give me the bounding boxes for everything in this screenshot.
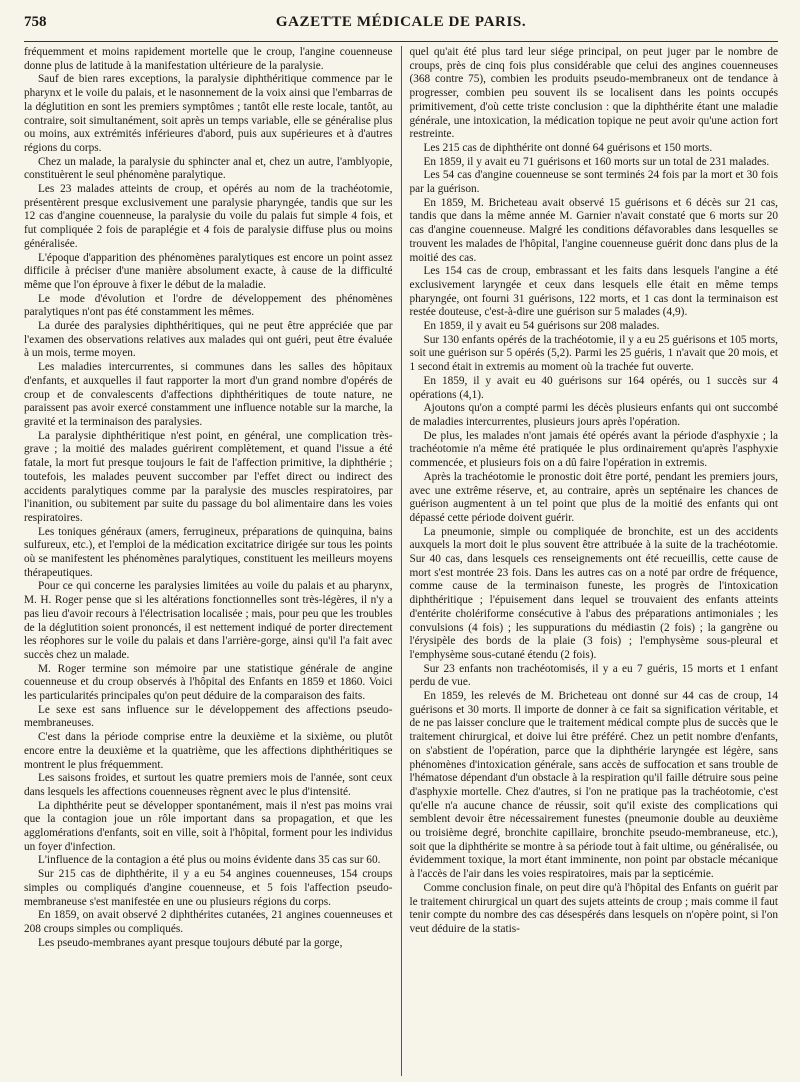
page-header — [24, 14, 778, 38]
paragraph: fréquemment et moins rapidement mortelle que le croup, l'angine couenneuse donne plus de latitude à la manifestation ultérieure de la paralysie. — [24, 46, 393, 72]
paragraph: En 1859, il y avait eu 71 guérisons et 160 morts sur un total de 231 malades. — [423, 155, 770, 168]
paragraph: La pneumonie, simple ou compliquée de bronchite, est un des accidents auxquels la mort doit le plus souvent être attribuée à la suite de la trachéotomie. Sur 40 cas, dans lesquels ces renseignements ont été recueillis, cette cause de mort s'est montrée 23 fois. Dans les autres cas on a noté par ordre de fréquence, comme cause de la terminaison funeste, les progrès de l'intoxication diphthéritique ; l'épuisement dans lequel se trouvaient des enfants atteints d'entérite cholériforme consécutive à l'abus des préparations antimoniales ; les convulsions (4 fois) ; les suppurations du médiastin (2 fois) ; la gangrène ou l'érysipèle des bords de la plaie (3 fois) ; l'emphysème sous-pleural et l'emphysème sous-cutané étendu (2 fois). — [409, 525, 778, 661]
paragraph: Après la trachéotomie le pronostic doit être porté, pendant les premiers jours, avec une extrême réserve, et, au contraire, après un septénaire les chances de guérison augmentent à un tel point que plus de la moitié des enfants qui ont dépassé cette période doivent guérir. — [409, 470, 778, 524]
paragraph: L'époque d'apparition des phénomènes paralytiques est encore un point assez difficile à préciser d'une manière absolument exacte, à cause de la difficulté même que l'on éprouve à fixer le début de la maladie. — [24, 251, 393, 291]
paragraph: De plus, les malades n'ont jamais été opérés avant la période d'asphyxie ; la trachéotomie n'a même été pratiquée le plus ordinairement qu'après l'asphyxie commencée, et plusieurs fois on a dû faire l'opération in extremis. — [409, 429, 778, 470]
paragraph: En 1859, on avait observé 2 diphthérites cutanées, 21 angines couenneuses et 208 croups simples ou compliqués. — [24, 909, 393, 935]
paragraph: Les maladies intercurrentes, si communes dans les salles des hôpitaux d'enfants, et auxquelles il faut rapporter la mort d'un grand nombre d'opérés de croup et de convalescents d'affections diphthéritiques de toute nature, ne paraissent pas avoir exercé constamment une influence notable sur la marche, la gravité et la terminaison des paralysies. — [24, 361, 393, 428]
page-number: 758 — [24, 14, 47, 30]
paragraph: Le sexe est sans influence sur le développement des affections pseudo-membraneuses. — [24, 703, 393, 730]
paragraph: La durée des paralysies diphthéritiques, qui ne peut être appréciée que par l'examen des observations relatives aux malades qui ont guéri, peut être évaluée à un mois, terme moyen. — [24, 320, 393, 360]
paragraph: quel qu'ait été plus tard leur siége principal, on peut juger par le nombre de croups, près de cinq fois plus considérable que celui des angines couenneuses (368 contre 75), combien les produits pseudo-membraneux ont de tendance à progresser, combien peu souvent ils se localisent dans les points occupés primitivement, d'où cette triste conclusion : que la diphthérite étant une maladie générale, une intoxication, la médication topique ne peut avoir qu'une action fort restreinte. — [409, 46, 778, 141]
paragraph: En 1859, M. Bricheteau avait observé 15 guérisons et 6 décès sur 21 cas, tandis que dans la même année M. Garnier n'avait constaté que 6 morts sur 20 cas d'angine couenneuse. Malgré les conditions défavorables dans lesquelles se trouvent les malades de l'hôpital, l'angine couenneuse guérit donc dans plus de la moitié des cas. — [409, 196, 778, 264]
paragraph: Sur 215 cas de diphthérite, il y a eu 54 angines couenneuses, 154 croups simples ou compliqués d'angine couenneuse, et 5 fois l'affection pseudo-membraneuse s'est manifestée en une ou plusieurs régions du corps. — [24, 868, 393, 908]
header-rule — [24, 41, 778, 42]
paragraph: L'influence de la contagion a été plus ou moins évidente dans 35 cas sur 60. — [38, 854, 381, 867]
paragraph: Les pseudo-membranes ayant presque toujours débuté par la gorge, — [38, 936, 343, 949]
paragraph: Sur 23 enfants non trachéotomisés, il y a eu 7 guéris, 15 morts et 1 enfant perdu de vue. — [409, 662, 778, 689]
paragraph: Les 54 cas d'angine couenneuse se sont terminés 24 fois par la mort et 30 fois par la guérison. — [409, 169, 778, 196]
paragraph: Le mode d'évolution et l'ordre de développement des phénomènes paralytiques n'ont pas été constamment les mêmes. — [24, 292, 393, 319]
journal-title: GAZETTE MÉDICALE DE PARIS. — [275, 14, 527, 30]
paragraph: La diphthérite peut se développer spontanément, mais il n'est pas moins vrai que la contagion joue un rôle important dans sa propagation, et que les agglomérations d'enfants, soit en ville, soit à l'hôpital, forment pour les individus un foyer d'infection. — [24, 799, 393, 853]
paragraph: En 1859, les relevés de M. Bricheteau ont donné sur 44 cas de croup, 14 guérisons et 30 morts. Il importe de donner à ce fait sa signification véritable, et de ne pas laisser conclure que le traitement médical compte plus de succès que le traitement chirurgical, et doive lui être préféré. Chez un petit nombre d'enfants, on s'abstient de l'opération, parce que la diphthérie laryngée est légère, sans phénomènes d'intoxication générale, sans accès de suffocation et sans trouble de l'hématose dépendant d'un obstacle à la respiration qu'il faille détruire sous peine d'asphyxie mortelle. Chez d'autres, si l'on ne pratique pas la trachéotomie, c'est qu'elle n'a aucune chance de réussir, soit qu'il existe des complications qui semblent devoir être nécessairement funestes (pneumonie double au deuxième ou troisième degré, bronchite capillaire, bronchite pseudo-membraneuse, etc.), soit que la diphthérite se montre à sa période tout à fait ultime, ou généralisée, ou évidemment toxique, la mort étant imminente, non point par obstacle mécanique à l'accès de l'air dans les voies respiratoires, mais par la septicémie. — [409, 690, 778, 881]
paragraph: C'est dans la période comprise entre la deuxième et la sixième, ou plutôt encore entre la deuxième et la quatrième, que les affections diphthéritiques se montrent le plus fréquemment. — [24, 731, 393, 771]
paragraph: M. Roger termine son mémoire par une statistique générale de angine couenneuse et du croup observés à l'hôpital des Enfants en 1859 et 1860. Voici les particularités principales qu'on peut déduire de la comparaison des faits. — [24, 662, 393, 703]
right-column — [401, 46, 779, 1076]
paragraph: En 1859, il y avait eu 40 guérisons sur 164 opérés, ou 1 succès sur 4 opérations (4,1). — [409, 374, 778, 401]
text-columns — [24, 46, 778, 1076]
paragraph: Sauf de bien rares exceptions, la paralysie diphthéritique commence par le pharynx et le voile du palais, et le nasonnement de la voix ainsi que l'embarras de la déglutition en sont les premiers symptômes ; tantôt elle reste locale, tantôt, au contraire, soit simultanément, soit après un temps variable, elle se généralise plus ou moins, aux extrémités inférieures d'abord, puis aux supérieures et à d'autres régions du corps. — [24, 73, 393, 154]
paragraph: Les 154 cas de croup, embrassant et les faits dans lesquels l'angine a été exclusivement laryngée et ceux dans lesquels elle était en même temps pharyngée, ont fourni 31 guérisons, 122 morts, et 1 cas dont la terminaison est restée douteuse, c'est-à-dire une guérison sur 5 malades (4,9). — [409, 265, 778, 319]
paragraph: Les 23 malades atteints de croup, et opérés au nom de la trachéotomie, présentèrent presque exclusivement une paralysie pharyngée, tandis que sur les 12 cas d'angine couenneuse, la paralysie du voile du palais fut simple 4 fois, et fut compliquée 2 fois de paraplégie et 4 fois de paralysie diffuse plus ou moins généralisée. — [24, 183, 393, 250]
paragraph: Chez un malade, la paralysie du sphincter anal et, chez un autre, l'amblyopie, constituèrent le seul phénomène paralytique. — [24, 155, 393, 182]
paragraph: Les toniques généraux (amers, ferrugineux, préparations de quinquina, bains sulfureux, etc.), et l'emploi de la médication excitatrice dirigée sur tous les points où se manifestent les phénomènes paralytiques, constituent les meilleurs moyens thérapeutiques. — [24, 525, 393, 579]
paragraph: Pour ce qui concerne les paralysies limitées au voile du palais et au pharynx, M. H. Roger pense que si les altérations fonctionnelles sont très-légères, il n'y a pas lieu d'avoir recours à l'électrisation localisée ; mais, pour peu que les troubles de la déglutition soient prononcés, il est nettement indiqué de porter directement les réophores sur le voile du palais et dans l'arrière-gorge, ainsi qu'il l'a fait avec succès chez un malade. — [24, 580, 393, 661]
paragraph: En 1859, il y avait eu 54 guérisons sur 208 malades. — [423, 320, 660, 333]
left-column — [24, 46, 401, 1076]
paragraph: Sur 130 enfants opérés de la trachéotomie, il y a eu 25 guérisons et 105 morts, soit une guérison sur 5 opérés (5,2). Parmi les 25 guéris, 1 n'avait que 20 mois, et 1 second était in extremis au moment où la trachée fut ouverte. — [409, 333, 778, 374]
paragraph: La paralysie diphthéritique n'est point, en général, une complication très-grave ; la moitié des malades guérirent complètement, et quand l'issue a été fatale, la mort fut presque toujours le fait de l'affection primitive, la diphthérie ; toutefois, les malades peuvent succomber par l'effet direct ou indirect des accidents paralytiques comme par la paralysie des muscles respiratoires, par l'inanition, ou subitement par suite du passage du bol alimentaire dans les voies respiratoires. — [24, 429, 393, 524]
paragraph: Les 215 cas de diphthérite ont donné 64 guérisons et 150 morts. — [423, 141, 713, 154]
paragraph: Comme conclusion finale, on peut dire qu'à l'hôpital des Enfants on guérit par le traitement chirurgical un quart des sujets atteints de croup ; mais comme il faut tenir compte du nombre des cas désespérés dans lesquels on n'opère point, si l'on veut déduire de la statis- — [409, 881, 778, 935]
paragraph: Ajoutons qu'on a compté parmi les décès plusieurs enfants qui ont succombé de maladies intercurrentes, plusieurs jours après l'opération. — [409, 402, 778, 428]
paragraph: Les saisons froides, et surtout les quatre premiers mois de l'année, sont ceux dans lesquels les affections couenneuses règnent avec le plus d'intensité. — [24, 772, 393, 798]
